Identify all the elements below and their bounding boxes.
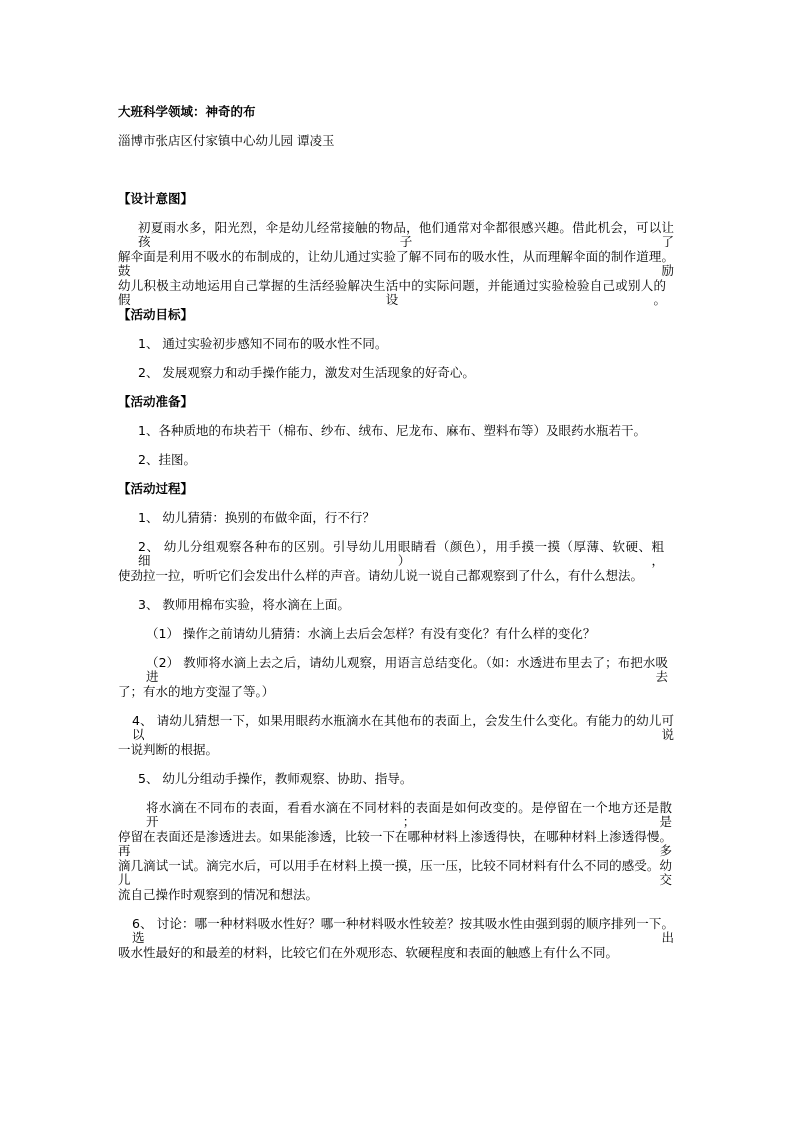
heading-prep: 【活动准备】 xyxy=(118,394,194,409)
process-step: 6、 讨论：哪一种材料吸水性好？哪一种材料吸水性较差？按其吸水性由强到弱的顺序排列一下。选出 xyxy=(132,916,674,945)
process-step-cont: 一说判断的根据。 xyxy=(118,742,219,757)
author-line: 淄博市张店区付家镇中心幼儿园 谭凌玉 xyxy=(118,133,335,148)
paragraph-line: 滴几滴试一试。滴完水后，可以用手在材料上摸一摸，压一压，比较不同材料有什么不同的感受。幼儿交 xyxy=(118,858,672,887)
doc-title: 大班科学领域：神奇的布 xyxy=(118,104,256,119)
paragraph-line: 幼儿积极主动地运用自己掌握的生活经验解决生活中的实际问题，并能通过实验检验自己或别人的假设。 xyxy=(118,278,666,307)
paragraph-line: 初夏雨水多，阳光烈，伞是幼儿经常接触的物品，他们通常对伞都很感兴趣。借此机会，可以让孩子了 xyxy=(138,220,674,249)
paragraph-line: 解伞面是利用不吸水的布制成的，让幼儿通过实验了解不同布的吸水性，从而理解伞面的制作道理。鼓励 xyxy=(118,249,674,278)
process-step: 1、 幼儿猜猜：换别的布做伞面，行不行？ xyxy=(138,510,375,525)
prep-item: 2、挂图。 xyxy=(138,452,196,467)
process-step-cont: 使劲拉一拉，听听它们会发出什么样的声音。请幼儿说一说自己都观察到了什么，有什么想法。 xyxy=(118,568,644,583)
heading-goals: 【活动目标】 xyxy=(118,307,194,322)
heading-process: 【活动过程】 xyxy=(118,481,194,496)
paragraph-line: 将水滴在不同布的表面，看看水滴在不同材料的表面是如何改变的。是停留在一个地方还是散开；是 xyxy=(146,800,672,829)
process-step: 3、 教师用棉布实验，将水滴在上面。 xyxy=(138,597,350,612)
paragraph-line: 流自己操作时观察到的情况和想法。 xyxy=(118,887,319,902)
process-step-cont: 吸水性最好的和最差的材料，比较它们在外观形态、软硬程度和表面的触感上有什么不同。 xyxy=(118,945,619,960)
process-substep-cont: 了；有水的地方变湿了等。） xyxy=(118,684,275,699)
process-substep: （2） 教师将水滴上去之后，请幼儿观察，用语言总结变化。（如：水透进布里去了；布把水吸进去 xyxy=(146,655,668,684)
process-substep: （1） 操作之前请幼儿猜猜：水滴上去后会怎样？有没有变化？有什么样的变化？ xyxy=(146,626,596,641)
process-step: 5、 幼儿分组动手操作，教师观察、协助、指导。 xyxy=(138,771,413,786)
heading-design: 【设计意图】 xyxy=(118,191,194,206)
prep-item: 1、各种质地的布块若干（棉布、纱布、绒布、尼龙布、麻布、塑料布等）及眼药水瓶若干。 xyxy=(138,423,646,438)
goal-item: 1、 通过实验初步感知不同布的吸水性不同。 xyxy=(138,336,388,351)
process-step: 2、 幼儿分组观察各种布的区别。引导幼儿用眼睛看（颜色），用手摸一摸（厚薄、软硬、粗细）， xyxy=(138,539,664,568)
goal-item: 2、 发展观察力和动手操作能力，激发对生活现象的好奇心。 xyxy=(138,365,475,380)
paragraph-line: 停留在表面还是渗透进去。如果能渗透，比较一下在哪种材料上渗透得快，在哪种材料上渗透得慢。再多 xyxy=(118,829,672,858)
process-step: 4、 请幼儿猜想一下，如果用眼药水瓶滴水在其他布的表面上，会发生什么变化。有能力的幼儿可以说 xyxy=(132,713,674,742)
